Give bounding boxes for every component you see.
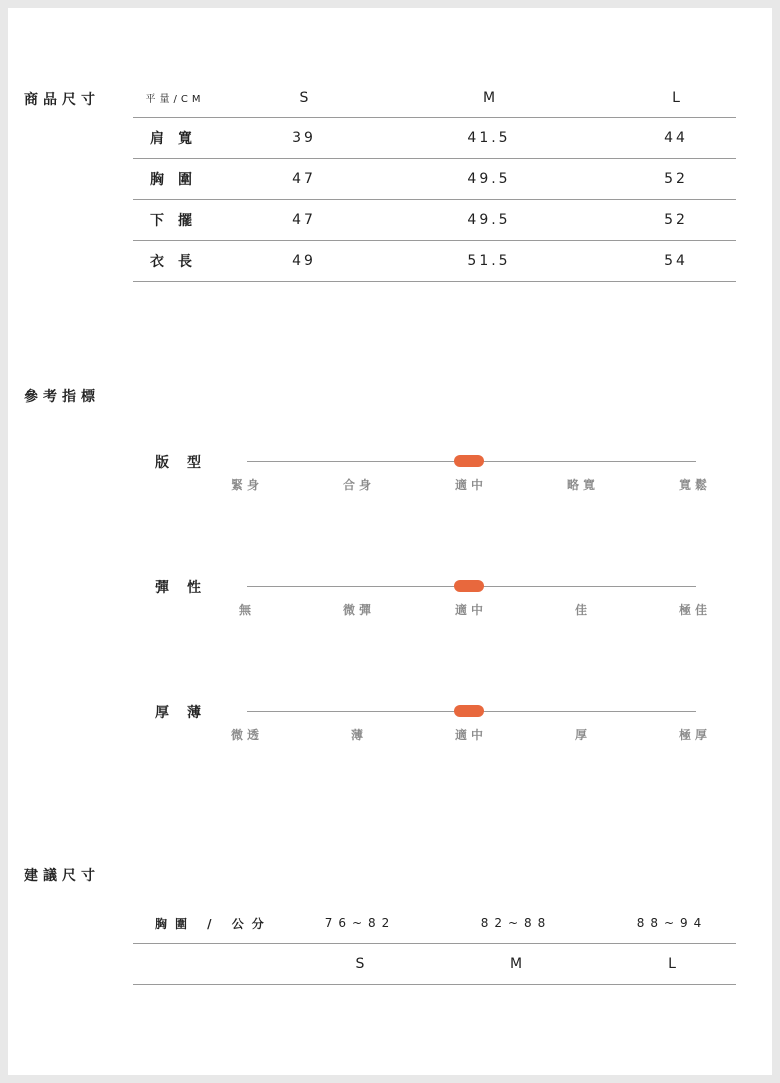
table-row — [133, 118, 736, 159]
size-table — [133, 78, 736, 282]
table-row — [133, 159, 736, 200]
indicator-option: 略寬 — [566, 478, 600, 492]
section-title-suggested: 建議尺寸 — [24, 868, 100, 884]
cell-s: 47 — [292, 212, 316, 228]
indicator-marker — [454, 455, 484, 467]
indicator-option: 佳 — [574, 603, 592, 617]
size-m: M — [509, 956, 523, 972]
row-label: 胸圍 — [150, 172, 206, 188]
suggested-ranges-row — [133, 903, 736, 944]
table-row — [133, 200, 736, 241]
chest-cm-label: 胸圍 / 公分 — [155, 916, 272, 931]
suggested-sizes-row — [133, 944, 736, 985]
indicator-option: 適中 — [454, 603, 488, 617]
indicator-option: 極佳 — [678, 603, 712, 617]
size-table-unit-label: 平量/CM — [145, 94, 205, 105]
indicator-option: 無 — [238, 603, 256, 617]
indicator-option: 極厚 — [678, 728, 712, 742]
range-s: 76~82 — [324, 916, 396, 930]
cell-m: 51.5 — [467, 253, 511, 269]
indicator-option: 微透 — [230, 728, 264, 742]
cell-m: 49.5 — [467, 171, 511, 187]
size-s: S — [355, 956, 365, 972]
cell-l: 54 — [664, 253, 688, 269]
cell-l: 52 — [664, 212, 688, 228]
size-table-header — [133, 78, 736, 118]
indicator-label: 厚薄 — [155, 705, 219, 721]
section-title-reference: 參考指標 — [24, 389, 100, 405]
section-title-product-size: 商品尺寸 — [24, 92, 100, 108]
suggested-size-table — [133, 903, 736, 985]
table-row — [133, 241, 736, 282]
row-label: 下擺 — [150, 213, 206, 229]
indicator-option: 合身 — [342, 478, 376, 492]
cell-s: 39 — [292, 130, 316, 146]
cell-m: 49.5 — [467, 212, 511, 228]
indicator-marker — [454, 705, 484, 717]
size-header-s: S — [299, 89, 309, 106]
indicator-option: 緊身 — [230, 478, 264, 492]
cell-l: 52 — [664, 171, 688, 187]
indicator-option: 微彈 — [342, 603, 376, 617]
indicator-label: 彈性 — [155, 580, 219, 596]
cell-s: 47 — [292, 171, 316, 187]
indicator-thickness — [0, 702, 780, 762]
range-l: 88~94 — [636, 916, 708, 930]
cell-s: 49 — [292, 253, 316, 269]
indicator-option: 寬鬆 — [678, 478, 712, 492]
indicator-option: 適中 — [454, 728, 488, 742]
cell-m: 41.5 — [467, 130, 511, 146]
indicator-option: 薄 — [350, 728, 368, 742]
range-m: 82~88 — [480, 916, 552, 930]
size-header-m: M — [482, 89, 496, 106]
cell-l: 44 — [664, 130, 688, 146]
row-label: 衣長 — [150, 254, 206, 270]
indicator-fit — [0, 452, 780, 512]
size-header-l: L — [672, 89, 680, 106]
indicator-option: 適中 — [454, 478, 488, 492]
indicator-marker — [454, 580, 484, 592]
indicator-label: 版型 — [155, 455, 219, 471]
row-label: 肩寬 — [150, 131, 206, 147]
size-l: L — [668, 956, 676, 972]
indicator-elasticity — [0, 577, 780, 637]
indicator-option: 厚 — [574, 728, 592, 742]
